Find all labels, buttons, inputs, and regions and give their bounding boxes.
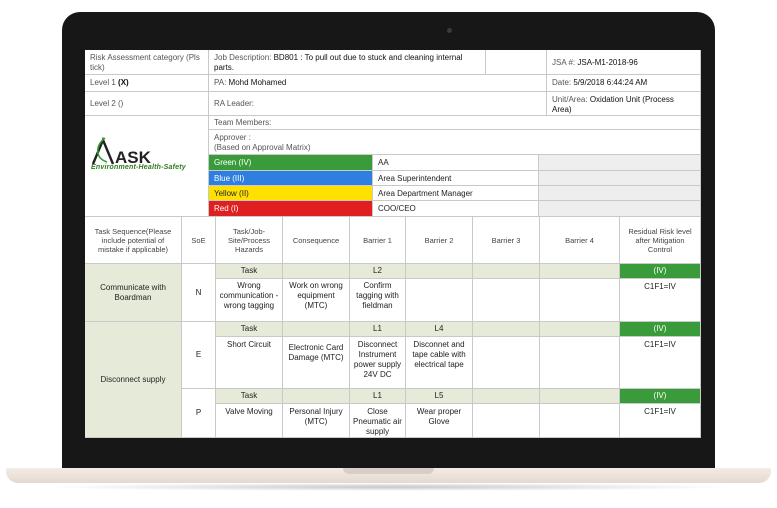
level1-cell: [85, 75, 209, 92]
barrier2-1[interactable]: [406, 279, 473, 322]
col-hazards: Task/Job-Site/Process Hazards: [216, 217, 283, 264]
residual-2[interactable]: C1F1=IV: [620, 337, 701, 389]
barrier3-code-2: [473, 322, 540, 337]
task-sequence-2[interactable]: Disconnect supply: [85, 322, 182, 438]
approver-green[interactable]: AA: [373, 155, 539, 171]
task-sequence-1[interactable]: Communicate with Boardman: [85, 264, 182, 322]
consequence-3[interactable]: Personal Injury (MTC): [283, 404, 350, 438]
barrier2-code-2: L4: [406, 322, 473, 337]
col-barrier2: Barrier 2: [406, 217, 473, 264]
risk-level-1: (IV): [620, 264, 701, 279]
approver-label: Approver :: [214, 133, 251, 142]
level-blue: Blue (III): [209, 171, 373, 186]
approver-red[interactable]: COO/CEO: [373, 201, 539, 217]
logo-mark-text: ASK: [115, 148, 151, 166]
pa-cell: [209, 75, 547, 92]
soe-2[interactable]: E: [182, 322, 216, 389]
laptop-notch: [343, 468, 434, 474]
ra-leader-label[interactable]: RA Leader:: [209, 92, 547, 116]
level-green: Green (IV): [209, 155, 373, 171]
laptop-shadow: [40, 483, 737, 491]
consequence-1[interactable]: Work on wrong equipment (MTC): [283, 279, 350, 322]
level-red: Red (I): [209, 201, 373, 217]
barrier4-code-1: [540, 264, 620, 279]
ask-logo-icon: [91, 136, 151, 166]
jsa-value[interactable]: JSA-M1-2018-96: [577, 58, 638, 67]
pa-value[interactable]: Mohd Mohamed: [228, 78, 287, 87]
risk-category-label: Risk Assessment category (Pls tick): [85, 50, 209, 75]
soe-1[interactable]: N: [182, 264, 216, 322]
logo-cell: [85, 116, 209, 217]
job-description-value[interactable]: BD801 : To pull out due to stuck and cleaning internal parts.: [214, 53, 463, 72]
col-consequence: Consequence: [283, 217, 350, 264]
level-yellow: Yellow (II): [209, 186, 373, 201]
task-subheader-fill: [283, 264, 350, 279]
barrier1-code-3: L1: [350, 389, 406, 404]
barrier3-2[interactable]: [473, 337, 540, 389]
task-subheader-3: Task: [216, 389, 283, 404]
unit-area-value[interactable]: Oxidation Unit (Process Area): [552, 95, 674, 114]
date-cell: [547, 75, 701, 92]
approver-blue-extra: [539, 171, 701, 186]
barrier1-code-1: L2: [350, 264, 406, 279]
approver-cell: [209, 130, 701, 155]
col-barrier3: Barrier 3: [473, 217, 540, 264]
approver-green-extra: [539, 155, 701, 171]
barrier1-code-2: L1: [350, 322, 406, 337]
task-subheader-2: Task: [216, 322, 283, 337]
barrier4-1[interactable]: [540, 279, 620, 322]
barrier1-2[interactable]: Disconnect Instrument power supply 24V DC: [350, 337, 406, 389]
approver-yellow[interactable]: Area Department Manager: [373, 186, 539, 201]
unit-area-cell: [547, 92, 701, 116]
jsa-number-cell: [547, 50, 701, 75]
level1-label: Level 1: [90, 78, 116, 87]
barrier2-3[interactable]: Wear proper Glove: [406, 404, 473, 438]
level1-value[interactable]: (X): [118, 78, 129, 87]
hazard-1[interactable]: Wrong communication - wrong tagging: [216, 279, 283, 322]
risk-level-2: (IV): [620, 322, 701, 337]
unit-area-label: Unit/Area:: [552, 95, 588, 104]
barrier4-2[interactable]: [540, 337, 620, 389]
approver-red-extra: [539, 201, 701, 217]
camera-icon: [447, 28, 452, 33]
residual-1[interactable]: C1F1=IV: [620, 279, 701, 322]
date-label: Date:: [552, 78, 572, 87]
risk-level-3: (IV): [620, 389, 701, 404]
task-subheader-1: Task: [216, 264, 283, 279]
barrier4-code-2: [540, 322, 620, 337]
jsa-form-screen: [85, 50, 701, 438]
task-subheader-fill-3: [283, 389, 350, 404]
blank-cell: [486, 50, 547, 75]
approver-blue[interactable]: Area Superintendent: [373, 171, 539, 186]
residual-3[interactable]: C1F1=IV: [620, 404, 701, 438]
col-task-sequence: Task Sequence(Please include potential of mistake if applicable): [85, 217, 182, 264]
barrier4-3[interactable]: [540, 404, 620, 438]
col-barrier1: Barrier 1: [350, 217, 406, 264]
barrier3-code-1: [473, 264, 540, 279]
barrier3-code-3: [473, 389, 540, 404]
approver-note: (Based on Approval Matrix): [214, 143, 311, 152]
pa-label: PA:: [214, 78, 227, 87]
hazard-3[interactable]: Valve Moving: [216, 404, 283, 438]
col-residual-risk: Residual Risk level after Mitigation Control: [620, 217, 701, 264]
consequence-2[interactable]: Electronic Card Damage (MTC): [283, 337, 350, 389]
task-subheader-fill-2: [283, 322, 350, 337]
job-description-label: Job Description:: [214, 53, 272, 62]
barrier2-2[interactable]: Disconnet and tape cable with electrical tape: [406, 337, 473, 389]
jsa-label: JSA #:: [552, 58, 576, 67]
level2-label[interactable]: Level 2 (): [85, 92, 209, 116]
barrier3-3[interactable]: [473, 404, 540, 438]
logo-tagline: Environment-Health-Safety: [91, 164, 186, 171]
hazard-2[interactable]: Short Circuit: [216, 337, 283, 389]
soe-3[interactable]: P: [182, 389, 216, 438]
barrier1-1[interactable]: Confirm tagging with fieldman: [350, 279, 406, 322]
col-barrier4: Barrier 4: [540, 217, 620, 264]
date-value[interactable]: 5/9/2018 6:44:24 AM: [573, 78, 648, 87]
job-description-cell: [209, 50, 486, 75]
col-soe: SoE: [182, 217, 216, 264]
barrier3-1[interactable]: [473, 279, 540, 322]
barrier4-code-3: [540, 389, 620, 404]
barrier2-code-3: L5: [406, 389, 473, 404]
team-members-label[interactable]: Team Members:: [209, 116, 701, 130]
barrier1-3[interactable]: Close Pneumatic air supply: [350, 404, 406, 438]
approver-yellow-extra: [539, 186, 701, 201]
barrier2-code-1: [406, 264, 473, 279]
